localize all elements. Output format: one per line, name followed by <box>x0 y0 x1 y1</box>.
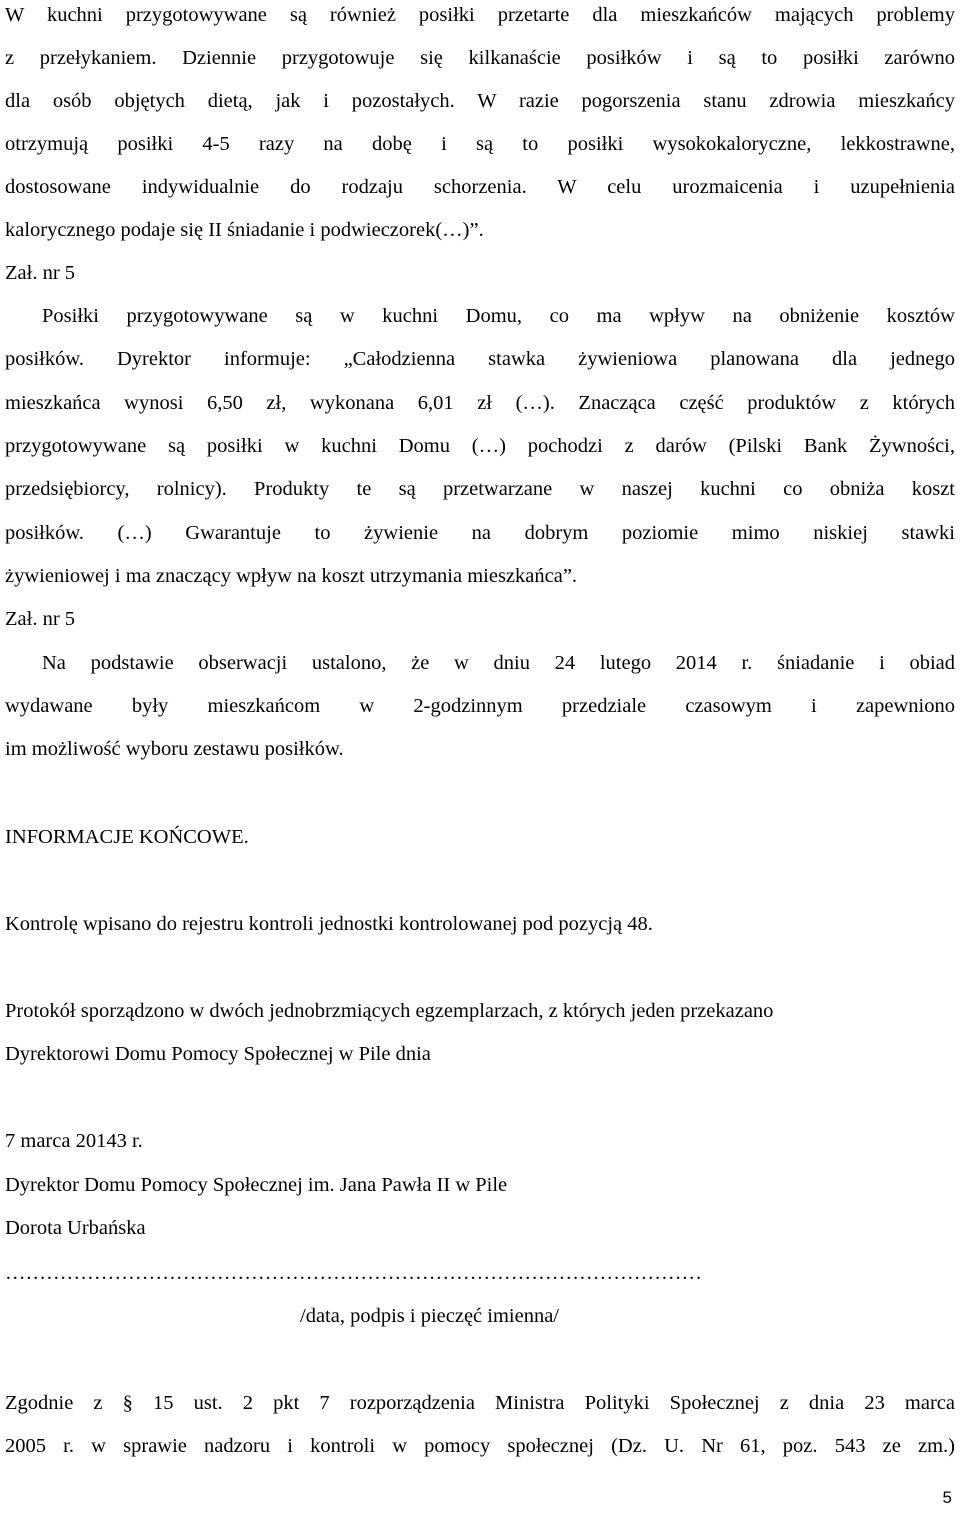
paragraph-line: Posiłki przygotowywane są w kuchni Domu, co ma wpływ na obniżenie kosztów <box>42 305 955 327</box>
paragraph-line: żywieniowej i ma znaczący wpływ na koszt utrzymania mieszkańca”. <box>5 565 578 587</box>
paragraph-line: przedsiębiorcy, rolnicy). Produkty te są przetwarzane w naszej kuchni co obniża koszt <box>5 478 955 500</box>
protocol-line: Protokół sporządzono w dwóch jednobrzmiących egzemplarzach, z których jeden przekazano <box>5 1000 774 1022</box>
legal-basis-line: 2005 r. w sprawie nadzoru i kontroli w pomocy społecznej (Dz. U. Nr 61, poz. 543 ze zm.) <box>5 1435 955 1457</box>
paragraph-line: wydawane były mieszkańcom w 2-godzinnym przedziale czasowym i zapewniono <box>5 695 955 717</box>
paragraph-line: przygotowywane są posiłki w kuchni Domu (…) pochodzi z darów (Pilski Bank Żywności, <box>5 435 955 457</box>
attachment-reference: Zał. nr 5 <box>5 608 76 630</box>
paragraph-line: posiłków. Dyrektor informuje: „Całodzienna stawka żywieniowa planowana dla jednego <box>5 348 955 370</box>
page-number: 5 <box>942 1488 952 1507</box>
paragraph-line: W kuchni przygotowywane są również posiłki przetarte dla mieszkańców mających problemy <box>5 4 955 26</box>
section-heading: INFORMACJE KOŃCOWE. <box>5 826 249 848</box>
attachment-reference: Zał. nr 5 <box>5 262 76 284</box>
signature-caption: /data, podpis i pieczęć imienna/ <box>300 1305 560 1327</box>
legal-basis-line: Zgodnie z § 15 ust. 2 pkt 7 rozporządzenia Ministra Polityki Społecznej z dnia 23 marca <box>5 1392 955 1414</box>
paragraph-line: z przełykaniem. Dziennie przygotowuje się kilkanaście posiłków i są to posiłki zarówno <box>5 47 955 69</box>
director-title: Dyrektor Domu Pomocy Społecznej im. Jana Pawła II w Pile <box>5 1174 508 1196</box>
paragraph-line: mieszkańca wynosi 6,50 zł, wykonana 6,01 zł (…). Znacząca część produktów z których <box>5 392 955 414</box>
paragraph-line: Na podstawie obserwacji ustalono, że w dniu 24 lutego 2014 r. śniadanie i obiad <box>42 652 955 674</box>
date-line: 7 marca 20143 r. <box>5 1130 143 1152</box>
paragraph-line: posiłków. (…) Gwarantuje to żywienie na dobrym poziomie mimo niskiej stawki <box>5 522 955 544</box>
director-name: Dorota Urbańska <box>5 1217 146 1239</box>
register-note: Kontrolę wpisano do rejestru kontroli jednostki kontrolowanej pod pozycją 48. <box>5 913 653 935</box>
paragraph-line: dostosowane indywidualnie do rodzaju schorzenia. W celu urozmaicenia i uzupełnienia <box>5 176 955 198</box>
paragraph-line: im możliwość wyboru zestawu posiłków. <box>5 738 344 760</box>
paragraph-line: otrzymują posiłki 4-5 razy na dobę i są to posiłki wysokokaloryczne, lekkostrawne, <box>5 133 955 155</box>
protocol-line: Dyrektorowi Domu Pomocy Społecznej w Pile dnia <box>5 1043 431 1065</box>
signature-line: ………………………………………………………………………………………… <box>5 1262 702 1284</box>
paragraph-line: dla osób objętych dietą, jak i pozostałych. W razie pogorszenia stanu zdrowia mieszkańcy <box>5 90 955 112</box>
paragraph-line: kalorycznego podaje się II śniadanie i podwieczorek(…)”. <box>5 219 484 241</box>
